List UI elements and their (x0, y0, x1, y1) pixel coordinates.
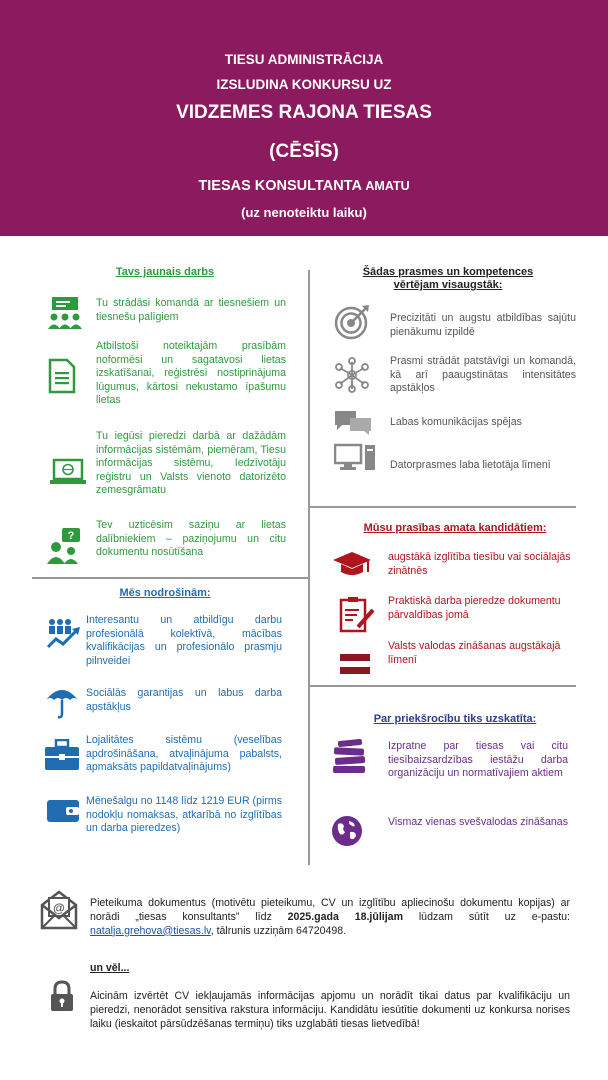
work-item-3: Tu iegūsi pieredzi darbā ar dažādām informācijas sistēmām, piemēram, Tiesu informācijas sistēmu, Iedzīvotāju reģistru un Valsts vienoto datorizēto zemesgrāmatu (96, 430, 286, 497)
work-section-title: Tavs jaunais darbs (115, 266, 215, 278)
header-position-title: TIESAS KONSULTANTA (198, 178, 362, 194)
vertical-divider (308, 270, 310, 865)
advantage-section-title: Par priekšrocību tiks uzskatīta: (373, 713, 537, 725)
offer-section-title: Mēs nodrošinām: (119, 587, 211, 599)
header-banner (0, 0, 608, 236)
requirement-item-2: Praktiskā darba pieredze dokumentu pārvaldības jomā (388, 595, 561, 621)
skill-item-1: Precizitāti un augstu atbildības sajūtu pienākumu izpildē (390, 312, 576, 338)
apply-text-1: Pieteikuma dokumentus (motivētu pieteikumu, CV un izglītību apliecinošu dokumentu kopijas) ar norādi „tiesas konsultants” līdz (90, 897, 570, 923)
wallet-icon (46, 797, 80, 823)
books-icon (330, 739, 368, 775)
offer-item-1: Interesantu un atbildīgu darbu profesionālā kolektīvā, mācības kvalifikācijas un profesionālo prasmju pilnveidei (86, 614, 282, 667)
skill-item-2: Prasmi strādāt patstāvīgi un komandā, kā arī paaugstinātas intensitātes apstākļos (390, 355, 576, 395)
skills-title-line-1: Šādas prasmes un kompetences (362, 266, 534, 278)
form-edit-icon (338, 595, 376, 633)
flag-stripes-icon (340, 654, 370, 674)
skill-item-4: Datorprasmes laba lietotāja līmenī (390, 459, 551, 471)
header-position-amatu: AMATU (365, 179, 410, 193)
lock-icon (49, 980, 75, 1012)
apply-text (90, 897, 570, 938)
right-divider-2 (310, 685, 576, 687)
more-title: un vēl... (90, 962, 130, 974)
advantage-item-1: Izpratne par tiesas vai citu tiesībaizsardzības iestāžu darba organizāciju un normatīvajiem aktiem (388, 740, 568, 780)
header-term: (uz nenoteiktu laiku) (241, 205, 367, 220)
work-item-2: Atbilstoši noteiktajām prasībām noformēsi un sagatavosi lietas izskatīšanai, reģistrēsi nostiprinājuma lūgumus, kārtosi nekustamo īpašumu lietas (96, 340, 286, 407)
header-position (0, 178, 608, 194)
contact-question-icon (46, 527, 82, 565)
advantage-item-2: Vismaz vienas svešvalodas zināšanas (388, 816, 568, 828)
team-screen-icon (46, 296, 84, 334)
work-item-1: Tu strādāsi komandā ar tiesnešiem un tiesnešu palīgiem (96, 297, 286, 323)
document-icon (48, 358, 76, 394)
work-item-4: Tev uzticēsim saziņu ar lietas dalībniekiem – paziņojumu un citu dokumentu nosūtīšana (96, 519, 286, 559)
header-court-name: VIDZEMES RAJONA TIESAS (176, 102, 432, 123)
skills-title-line-2: vērtējam visaugstāk: (393, 279, 503, 291)
more-text: Aicinām izvērtēt CV iekļaujamās informācijas apjomu un norādīt tikai datus par kvalifikāciju un pieredzi, nenorādot sensitīva rakstura informāciju. Kandidātu iesūtītie dokumenti uz konkursa norises laiku (ieskaitot pārsūdzēšanas termiņu) tiks uzglabāti tiesas lietvedībā! (90, 990, 570, 1030)
svg-text:?: ? (67, 530, 75, 542)
team-growth-icon (46, 617, 84, 651)
skill-item-3: Labas komunikācijas spējas (390, 416, 522, 428)
umbrella-icon (44, 684, 80, 720)
header-line-1: TIESU ADMINISTRĀCIJA (224, 52, 384, 67)
network-icon (334, 357, 370, 393)
apply-deadline: 2025.gada 18.jūlijam (287, 910, 403, 923)
offer-item-3: Lojalitātes sistēmu (veselības apdrošināšana, atvaļinājuma pabalsts, apmaksāts papildatvaļinājums) (86, 734, 282, 774)
left-divider (32, 577, 308, 579)
apply-text-3: , tālrunis uzziņām 64720498. (210, 924, 347, 937)
apply-text-2: lūdzam sūtīt uz e-pastu: (418, 910, 570, 923)
offer-item-4: Mēnešalgu no 1148 līdz 1219 EUR (pirms nodokļu nomaksas, atkarībā no izglītības un darba pieredzes) (86, 795, 282, 835)
svg-text:@: @ (53, 901, 65, 915)
graduation-cap-icon (332, 550, 372, 578)
email-link[interactable]: natalja.grehova@tiesas.lv (90, 924, 211, 937)
header-city: (CĒSĪS) (269, 141, 339, 162)
briefcase-icon (44, 739, 80, 771)
requirement-item-3: Valsts valodas zināšanas augstākajā līmenī (388, 640, 561, 666)
offer-item-2: Sociālās garantijas un labus darba apstākļus (86, 687, 282, 713)
computer-icon (334, 443, 376, 471)
requirement-item-1: augstākā izglītība tiesību vai sociālajās zinātnēs (388, 551, 571, 577)
chat-bubbles-icon (334, 410, 372, 436)
target-icon (334, 304, 370, 340)
globe-icon (330, 814, 364, 848)
skills-section-title (330, 266, 566, 292)
header-line-2: IZSLUDINA KONKURSU UZ (216, 77, 392, 92)
laptop-globe-icon (49, 458, 87, 486)
email-icon (40, 890, 78, 930)
right-divider-1 (310, 506, 576, 508)
requirements-section-title: Mūsu prasības amata kandidātiem: (363, 522, 547, 534)
